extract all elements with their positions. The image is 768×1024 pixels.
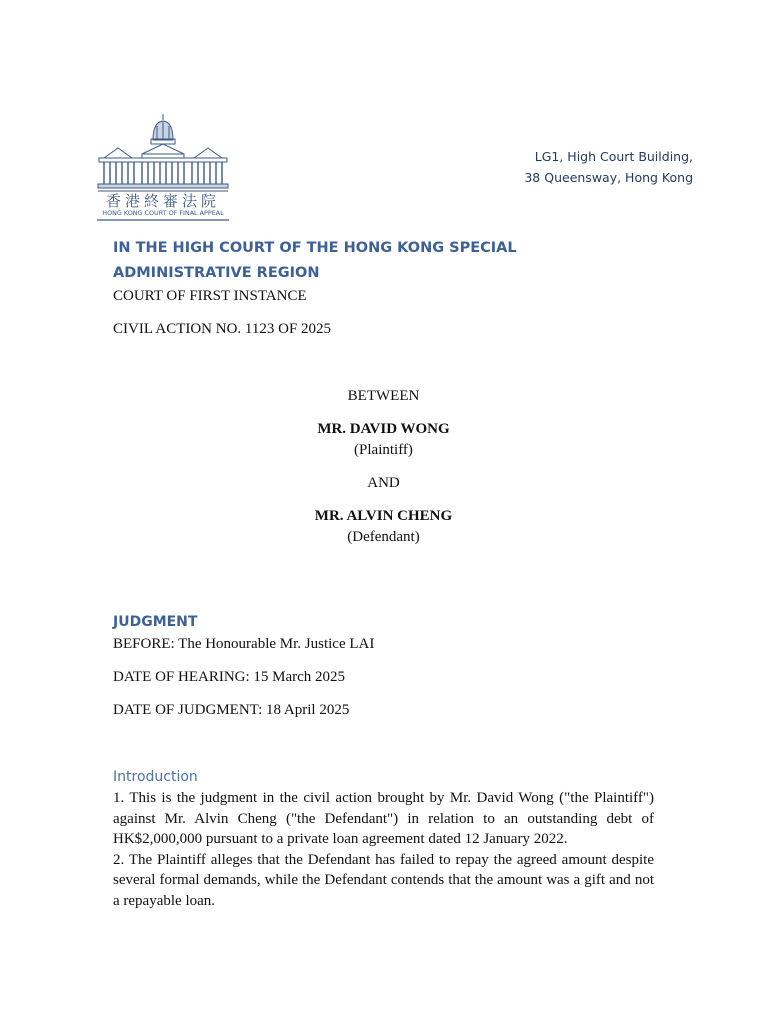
paragraph-1: 1. This is the judgment in the civil action brought by Mr. David Wong ("the Plaintiff") against Mr. Alvin Cheng ("the Defendant") in relation to an outstanding debt of HK$2,000,000 pursuant to a private loan agreement dated 12 January 2022. [113, 790, 654, 847]
plaintiff-name: MR. DAVID WONG [317, 421, 450, 437]
address-line-1: LG1, High Court Building, [534, 149, 693, 164]
defendant-name: MR. ALVIN CHENG [314, 508, 453, 524]
judgment-date: DATE OF JUDGMENT: 18 April 2025 [113, 702, 350, 718]
plaintiff-role: (Plaintiff) [354, 442, 413, 458]
paragraph-2: 2. The Plaintiff alleges that the Defendant has failed to repay the agreed amount despite several formal demands, while the Defendant contends that the amount was a gift and not a repayable loan. [113, 851, 654, 909]
court-instance: COURT OF FIRST INSTANCE [113, 288, 307, 304]
court-address [524, 146, 693, 188]
judgment-heading: JUDGMENT [113, 614, 198, 630]
logo-chinese-text: 香港終審法院 [105, 192, 220, 210]
introduction-heading: Introduction [113, 769, 198, 785]
court-title: IN THE HIGH COURT OF THE HONG KONG SPECIAL ADMINISTRATIVE REGION [113, 240, 517, 281]
and-label: AND [367, 475, 400, 491]
address-line-2: 38 Queensway, Hong Kong [524, 170, 693, 185]
civil-action-number: CIVIL ACTION NO. 1123 OF 2025 [113, 321, 332, 337]
hearing-date: DATE OF HEARING: 15 March 2025 [113, 669, 346, 685]
between-label: BETWEEN [347, 388, 420, 404]
court-logo [96, 112, 230, 222]
defendant-role: (Defendant) [347, 529, 420, 545]
logo-english-text: HONG KONG COURT OF FINAL APPEAL [102, 209, 224, 217]
judgment-document [113, 236, 654, 911]
before-judge: BEFORE: The Honourable Mr. Justice LAI [113, 636, 375, 652]
